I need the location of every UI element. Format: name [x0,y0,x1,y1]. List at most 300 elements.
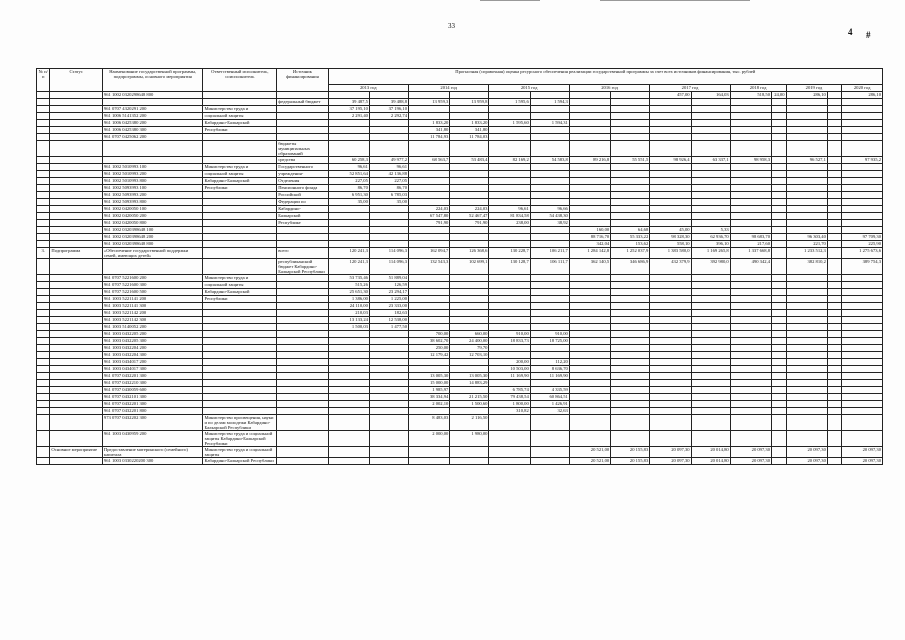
row-value [691,352,730,359]
table-row [37,380,883,387]
row-value [691,164,730,171]
row-value [569,134,610,141]
row-value [328,120,369,127]
row-executor: Республики [203,127,277,134]
row-value: 18 725,00 [530,338,569,345]
row-number [37,275,50,282]
row-value [842,359,883,366]
row-value [611,401,650,408]
row-value [611,366,650,373]
row-value [450,317,489,324]
row-value [450,192,489,199]
row-executor: Кабардино-Балкарской Республики [203,458,277,465]
funding-table [36,68,883,465]
row-number [37,185,50,192]
row-value [328,338,369,345]
row-source: средства [277,157,328,164]
row-value: 15 000,00 [409,380,450,387]
row-value [530,447,569,458]
row-value [691,171,730,178]
row-value: 126 368,6 [450,248,489,259]
row-value [691,192,730,199]
row-value [328,227,369,234]
row-value [691,401,730,408]
row-status: Подпрограмма [50,248,103,259]
row-value: 32,63 [530,408,569,415]
row-value [827,289,842,296]
row-executor [203,408,277,415]
row-value: 10 503,00 [489,366,530,373]
row-value [409,317,450,324]
row-value [530,171,569,178]
row-value: 1 833,20 [450,120,489,127]
row-status [50,338,103,345]
row-value [409,366,450,373]
row-value [772,359,787,366]
header-year: 2015 год [489,85,569,92]
row-value: 6 951,30 [328,192,369,199]
row-value [772,234,787,241]
row-value [328,206,369,213]
row-value [409,234,450,241]
row-value [569,352,610,359]
row-value: 63 337,1 [691,157,730,164]
row-value: 2 291,40 [328,113,369,120]
header-source: Источник финансирования [277,69,328,92]
row-value [842,338,883,345]
row-value [569,380,610,387]
table-row [37,134,883,141]
row-name: 961 1003 0432204 200 [102,345,203,352]
row-value [786,164,827,171]
row-value [450,324,489,331]
row-value: 2 292,74 [369,113,408,120]
row-name: 961 0707 5221600 500 [102,289,203,296]
row-value [611,324,650,331]
row-executor [203,241,277,248]
row-value [450,359,489,366]
row-value [409,275,450,282]
row-value [730,359,771,366]
row-value [691,282,730,289]
row-source: Отделения [277,178,328,185]
row-value [650,120,691,127]
row-name: 973 0707 0432202 300 [102,415,203,431]
header-year: 2017 год [650,85,730,92]
row-value [827,157,842,164]
row-value [409,141,450,157]
row-value [569,275,610,282]
row-value [530,415,569,431]
row-source [277,352,328,359]
row-value [691,206,730,213]
row-value [611,296,650,303]
row-value: 38,92 [530,220,569,227]
row-value [827,366,842,373]
row-value [650,408,691,415]
row-status [50,259,103,275]
row-value [786,408,827,415]
row-value: 346 686,9 [611,259,650,275]
row-value [328,401,369,408]
row-value [691,120,730,127]
row-value [489,227,530,234]
table-row [37,99,883,106]
table-row [37,157,883,164]
row-name: 961 1002 5093993 800 [102,199,203,206]
row-value [786,303,827,310]
row-value: 1 233 512,3 [786,248,827,259]
row-number [37,303,50,310]
row-executor: социальной защиты [203,171,277,178]
row-source [277,359,328,366]
row-value [650,127,691,134]
row-value [450,164,489,171]
row-value: 1 800,00 [489,401,530,408]
table-row [37,373,883,380]
row-value [827,192,842,199]
row-value [772,157,787,164]
row-value [369,447,408,458]
table-row [37,92,883,99]
row-value [842,282,883,289]
table-body [37,92,883,465]
row-value [369,227,408,234]
row-value [842,164,883,171]
row-value [569,373,610,380]
row-value [489,127,530,134]
row-executor: Министерство труда и социальной защиты Кабардино-Балкарской Республики [203,431,277,447]
row-value: 96,61 [328,164,369,171]
row-number [37,401,50,408]
row-value [409,171,450,178]
row-value [569,387,610,394]
row-value [530,303,569,310]
row-value: 660,00 [450,331,489,338]
row-value: 221,70 [786,241,827,248]
row-number [37,227,50,234]
row-executor: социальной защиты [203,282,277,289]
row-value [827,447,842,458]
row-value [328,431,369,447]
row-value: 130 128,7 [489,259,530,275]
row-value: 457,00 [650,92,691,99]
row-value [730,331,771,338]
row-value [328,447,369,458]
row-source [277,401,328,408]
row-value [369,92,408,99]
row-value [569,127,610,134]
row-value [328,387,369,394]
row-source [277,113,328,120]
table-row [37,141,883,157]
row-value [650,289,691,296]
row-value [489,317,530,324]
row-value: 21 215,50 [450,394,489,401]
row-value [611,127,650,134]
row-value [409,296,450,303]
row-value [691,431,730,447]
row-value [827,127,842,134]
row-value [730,408,771,415]
row-status [50,296,103,303]
scan-edge-line [600,0,750,1]
table-row [37,213,883,220]
table-row [37,296,883,303]
row-value [730,113,771,120]
row-value: 11 784,03 [450,134,489,141]
row-name: 961 1003 0430959 200 [102,431,203,447]
row-value [530,352,569,359]
row-name: 961 1002 0320398648 800 [102,241,203,248]
row-name: 961 1002 5093993 200 [102,192,203,199]
row-value [772,134,787,141]
row-value [786,213,827,220]
row-value [827,171,842,178]
row-executor [203,394,277,401]
row-value [569,178,610,185]
row-value: 20 155,83 [611,447,650,458]
row-value: 20 097,30 [786,447,827,458]
row-status [50,127,103,134]
row-status [50,171,103,178]
row-status [50,141,103,157]
row-value [730,387,771,394]
row-executor: Министерство труда и [203,275,277,282]
row-value [530,92,569,99]
table-row [37,394,883,401]
row-value: 20 097,30 [842,458,883,465]
row-value [650,192,691,199]
row-value [650,141,691,157]
row-value: 38 334,94 [409,394,450,401]
row-value [691,310,730,317]
row-value [827,338,842,345]
row-status [50,206,103,213]
row-value [328,380,369,387]
row-executor [203,192,277,199]
row-value [691,213,730,220]
row-value [772,171,787,178]
row-name: 961 1003 5221141 300 [102,303,203,310]
row-value [842,303,883,310]
row-value [827,113,842,120]
row-value [569,192,610,199]
row-value: 67 547,80 [409,213,450,220]
row-value [827,387,842,394]
row-value: 106 111,7 [530,259,569,275]
row-value [650,338,691,345]
corner-mark: 4 [848,27,853,37]
row-value [569,206,610,213]
row-value: 225,90 [842,241,883,248]
row-value: 20 097,30 [650,447,691,458]
row-value [369,408,408,415]
table-row [37,164,883,171]
row-value [842,113,883,120]
row-value [730,373,771,380]
row-name [102,157,203,164]
row-value [611,164,650,171]
row-value [369,206,408,213]
row-value [409,227,450,234]
row-value [611,220,650,227]
row-value [730,338,771,345]
row-value [328,127,369,134]
row-value [786,431,827,447]
row-value [611,408,650,415]
row-value [730,199,771,206]
row-value [786,192,827,199]
row-value [450,241,489,248]
row-value [611,106,650,113]
row-value [730,431,771,447]
row-value [650,134,691,141]
row-executor [203,338,277,345]
row-value [569,141,610,157]
row-status [50,157,103,164]
row-executor [203,213,277,220]
row-value [772,401,787,408]
row-value [369,241,408,248]
row-value: 35,00 [369,199,408,206]
row-source [277,458,328,465]
row-name: 961 1002 0420050 100 [102,206,203,213]
row-value [650,317,691,324]
row-value: 286,10 [786,92,827,99]
row-value [772,192,787,199]
row-value: 60 258,3 [328,157,369,164]
row-value: 23 333,00 [369,303,408,310]
row-value [650,431,691,447]
row-number [37,259,50,275]
row-value [786,227,827,234]
row-value [569,331,610,338]
row-name: 961 0707 0432101 300 [102,394,203,401]
row-number [37,282,50,289]
row-value [650,282,691,289]
row-value [489,106,530,113]
row-number [37,241,50,248]
row-value: 62 936,70 [691,234,730,241]
row-value [842,185,883,192]
row-value [827,317,842,324]
header-year: 2013 год [328,85,408,92]
row-value [409,185,450,192]
row-value: 1 275 673,6 [842,248,883,259]
row-value [369,352,408,359]
row-value: 1 252 037,9 [611,248,650,259]
row-value: 55 551,5 [611,157,650,164]
row-value [328,213,369,220]
row-source [277,120,328,127]
row-value: 238,00 [489,220,530,227]
row-value [827,178,842,185]
row-value [650,331,691,338]
row-value [328,359,369,366]
row-value: 2 000,00 [409,431,450,447]
row-executor [203,331,277,338]
row-value [369,120,408,127]
row-value: 13 959,8 [450,99,489,106]
row-value [842,352,883,359]
row-value [611,373,650,380]
row-executor [203,259,277,275]
row-value [842,192,883,199]
row-value [530,234,569,241]
row-value [730,164,771,171]
row-value [842,387,883,394]
row-value: 53 735,46 [328,275,369,282]
row-value [369,141,408,157]
row-value [369,359,408,366]
row-number [37,359,50,366]
row-value: 20 521,00 [569,447,610,458]
row-value [730,275,771,282]
row-value [842,289,883,296]
row-value [369,338,408,345]
row-value [489,296,530,303]
row-source [277,296,328,303]
row-value [409,92,450,99]
row-value [611,303,650,310]
row-value [611,282,650,289]
row-value: 20 097,30 [730,447,771,458]
row-status [50,106,103,113]
row-value [772,185,787,192]
row-status [50,113,103,120]
row-value [328,92,369,99]
row-value [827,380,842,387]
row-source [277,431,328,447]
row-value [569,394,610,401]
row-value [450,171,489,178]
row-value [827,259,842,275]
row-name: 961 1002 0320398648 100 [102,227,203,234]
row-value: 96 527,1 [786,157,827,164]
row-value [786,331,827,338]
row-value [730,296,771,303]
row-status [50,134,103,141]
row-executor [203,324,277,331]
row-value [569,213,610,220]
row-value [772,141,787,157]
table-row [37,352,883,359]
row-value [842,408,883,415]
row-number [37,164,50,171]
row-source [277,394,328,401]
row-status [50,92,103,99]
table-row [37,192,883,199]
row-value: 86,70 [328,185,369,192]
table-row [37,317,883,324]
row-name: 961 1003 0432205 200 [102,331,203,338]
row-value: 13 959,3 [409,99,450,106]
row-value [650,303,691,310]
header-year: 2019 год [786,85,842,92]
row-value: 224,03 [450,206,489,213]
table-row [37,282,883,289]
row-value: 250,00 [409,345,450,352]
row-value [691,366,730,373]
row-value: 6 785,03 [369,192,408,199]
row-value [369,401,408,408]
row-value: 8 483,03 [409,415,450,431]
row-executor [203,303,277,310]
row-executor [203,157,277,164]
row-status [50,185,103,192]
row-value [786,401,827,408]
